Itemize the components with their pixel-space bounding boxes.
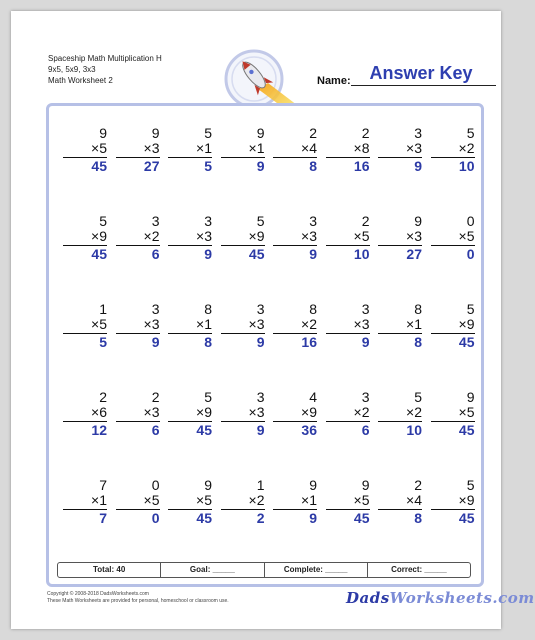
problem-multiplier: ×5 — [143, 492, 160, 508]
problem-answer: 6 — [151, 422, 160, 438]
problem-multiplier: ×8 — [353, 140, 370, 156]
problem-multiplier: ×2 — [143, 228, 160, 244]
problem-multiplier: ×9 — [458, 316, 475, 332]
problem-multiplier: ×2 — [248, 492, 265, 508]
problem-multiplier: ×5 — [458, 228, 475, 244]
problem — [168, 126, 212, 174]
problem-answer: 36 — [301, 422, 317, 438]
problem — [168, 478, 212, 526]
problem-multiplier: ×9 — [248, 228, 265, 244]
problem-multiplicand: 3 — [361, 389, 370, 405]
problem-multiplicand: 2 — [151, 389, 160, 405]
problem-multiplicand: 9 — [151, 125, 160, 141]
copyright-notice — [47, 591, 229, 605]
problem — [431, 214, 475, 262]
problem-multiplicand: 5 — [466, 477, 475, 493]
problem-multiplicand: 3 — [151, 213, 160, 229]
problem — [63, 390, 107, 438]
problem-answer: 8 — [414, 334, 422, 350]
problem — [326, 478, 370, 526]
problem-multiplicand: 5 — [466, 301, 475, 317]
problem-multiplier: ×5 — [196, 492, 212, 508]
score-bar — [57, 562, 471, 578]
problem-multiplicand: 9 — [204, 477, 212, 493]
total-count: Total: 40 — [92, 565, 126, 574]
problem-multiplicand: 3 — [309, 213, 317, 229]
problem-answer: 9 — [361, 334, 370, 350]
problem — [273, 214, 317, 262]
problem-answer: 45 — [91, 246, 107, 262]
problem-answer: 7 — [99, 510, 107, 526]
problem-multiplier: ×9 — [91, 228, 107, 244]
problems-grid — [49, 106, 481, 584]
problem — [168, 390, 212, 438]
problem-multiplier: ×5 — [91, 140, 107, 156]
problem-multiplicand: 9 — [99, 125, 107, 141]
problem-answer: 12 — [91, 422, 107, 438]
title-line: Spaceship Math Multiplication H — [48, 54, 162, 63]
problem-answer: 45 — [353, 510, 370, 526]
answer-key-heading: Answer Key — [369, 63, 473, 83]
problem-multiplier: ×5 — [458, 404, 475, 420]
problem-multiplicand: 5 — [466, 125, 475, 141]
problem-answer: 6 — [151, 246, 160, 262]
problem-answer: 6 — [361, 422, 370, 438]
problem-answer: 9 — [414, 158, 422, 174]
problem-multiplier: ×5 — [353, 228, 370, 244]
worksheet-page — [11, 11, 535, 629]
problem — [116, 214, 160, 262]
problem-multiplier: ×4 — [406, 492, 422, 508]
problem — [63, 478, 107, 526]
problem — [273, 126, 317, 174]
problem — [431, 478, 475, 526]
problem-multiplier: ×3 — [406, 140, 422, 156]
problem-multiplier: ×1 — [248, 140, 265, 156]
problem-multiplier: ×1 — [196, 140, 212, 156]
problem-multiplier: ×3 — [406, 228, 422, 244]
problem-multiplier: ×1 — [91, 492, 107, 508]
problem-multiplicand: 7 — [99, 477, 107, 493]
problems-panel — [46, 103, 484, 587]
problem-multiplicand: 0 — [151, 477, 160, 493]
problem-multiplier: ×3 — [143, 404, 160, 420]
problem-answer: 9 — [256, 158, 265, 174]
problem-multiplicand: 2 — [361, 125, 370, 141]
problem-multiplicand: 2 — [309, 125, 317, 141]
problem-multiplicand: 3 — [414, 125, 422, 141]
problem — [378, 390, 422, 438]
problem-multiplier: ×9 — [458, 492, 475, 508]
problem-multiplicand: 9 — [466, 389, 475, 405]
problem — [326, 214, 370, 262]
problem — [221, 302, 265, 350]
problem-answer: 45 — [196, 510, 212, 526]
problem — [168, 214, 212, 262]
problem-multiplicand: 5 — [204, 125, 212, 141]
problem-answer: 10 — [353, 246, 370, 262]
problem-multiplicand: 2 — [414, 477, 422, 493]
problem-multiplier: ×4 — [301, 140, 317, 156]
problem-multiplier: ×3 — [248, 404, 265, 420]
dadsworksheets-logo[interactable] — [346, 589, 535, 607]
problem-answer: 9 — [256, 422, 265, 438]
copyright-line: These Math Worksheets are provided for personal, homeschool or classroom use. — [47, 598, 229, 604]
problem — [63, 302, 107, 350]
problem-multiplier: ×3 — [143, 316, 160, 332]
problem — [326, 126, 370, 174]
problem-multiplicand: 1 — [256, 477, 265, 493]
problem-multiplicand: 5 — [204, 389, 212, 405]
problem-multiplicand: 8 — [204, 301, 212, 317]
problem-multiplicand: 8 — [309, 301, 317, 317]
problem-multiplicand: 9 — [309, 477, 317, 493]
copyright-line: Copyright © 2008-2018 DadsWorksheets.com — [47, 591, 149, 597]
complete-field: Complete: _____ — [264, 563, 367, 577]
name-label: Name: — [317, 75, 351, 87]
problem-answer: 9 — [204, 246, 212, 262]
problem — [431, 302, 475, 350]
problem-multiplier: ×3 — [353, 316, 370, 332]
problem — [431, 390, 475, 438]
problem-answer: 9 — [151, 334, 160, 350]
problem — [378, 214, 422, 262]
problem — [378, 302, 422, 350]
problem-multiplicand: 3 — [151, 301, 160, 317]
problem-answer: 45 — [196, 422, 212, 438]
logo-sub-text: Worksheets.com — [389, 589, 535, 607]
problem-multiplier: ×9 — [301, 404, 317, 420]
title-line: Math Worksheet 2 — [48, 76, 113, 85]
problem-multiplier: ×2 — [353, 404, 370, 420]
problem-multiplier: ×5 — [353, 492, 370, 508]
problem — [326, 390, 370, 438]
problem — [168, 302, 212, 350]
problem-answer: 0 — [151, 510, 160, 526]
problem-multiplicand: 9 — [361, 477, 370, 493]
problem-multiplicand: 2 — [99, 389, 107, 405]
problem-multiplier: ×3 — [301, 228, 317, 244]
problem-multiplier: ×3 — [248, 316, 265, 332]
problem — [273, 302, 317, 350]
problem-multiplicand: 9 — [414, 213, 422, 229]
problem-multiplicand: 3 — [204, 213, 212, 229]
problem-multiplier: ×1 — [301, 492, 317, 508]
problem-answer: 16 — [353, 158, 370, 174]
problem — [221, 390, 265, 438]
problem-answer: 10 — [406, 422, 422, 438]
problem-multiplicand: 2 — [361, 213, 370, 229]
logo-main-text: Dads — [346, 589, 390, 607]
problem-multiplier: ×6 — [91, 404, 107, 420]
problem — [326, 302, 370, 350]
problem — [273, 478, 317, 526]
problem-answer: 45 — [458, 510, 475, 526]
problem-multiplier: ×1 — [406, 316, 422, 332]
title-line: 9x5, 5x9, 3x3 — [48, 65, 96, 74]
problem-multiplicand: 4 — [309, 389, 317, 405]
problem-answer: 5 — [99, 334, 107, 350]
problem-multiplicand: 3 — [256, 301, 265, 317]
problem-multiplicand: 1 — [99, 301, 107, 317]
problem — [431, 126, 475, 174]
problem — [116, 126, 160, 174]
problem — [221, 126, 265, 174]
problem-answer: 27 — [143, 158, 160, 174]
problem — [221, 214, 265, 262]
problem-multiplier: ×3 — [196, 228, 212, 244]
worksheet-title-block — [48, 53, 162, 86]
name-underline — [351, 85, 496, 86]
problem-multiplicand: 5 — [256, 213, 265, 229]
problem-multiplicand: 5 — [414, 389, 422, 405]
goal-field: Goal: _____ — [160, 563, 263, 577]
correct-field: Correct: _____ — [367, 563, 470, 577]
problem-multiplier: ×3 — [143, 140, 160, 156]
problem-answer: 10 — [458, 158, 475, 174]
problem-answer: 45 — [458, 334, 475, 350]
problem-answer: 0 — [466, 246, 475, 262]
problem-answer: 9 — [256, 334, 265, 350]
problem-answer: 16 — [301, 334, 317, 350]
problem-answer: 45 — [91, 158, 107, 174]
problem-multiplier: ×2 — [458, 140, 475, 156]
problem-multiplier: ×9 — [196, 404, 212, 420]
problem — [378, 478, 422, 526]
problem-multiplier: ×5 — [91, 316, 107, 332]
problem — [116, 478, 160, 526]
problem — [63, 126, 107, 174]
problem-multiplicand: 9 — [256, 125, 265, 141]
problem-answer: 8 — [414, 510, 422, 526]
problem-multiplier: ×2 — [406, 404, 422, 420]
problem-answer: 45 — [248, 246, 265, 262]
problem-answer: 5 — [204, 158, 212, 174]
problem — [116, 390, 160, 438]
problem-multiplicand: 3 — [256, 389, 265, 405]
problem — [63, 214, 107, 262]
problem — [116, 302, 160, 350]
problem-multiplicand: 0 — [466, 213, 475, 229]
problem — [273, 390, 317, 438]
problem-answer: 9 — [309, 510, 317, 526]
problem-answer: 9 — [309, 246, 317, 262]
problem-answer: 27 — [406, 246, 422, 262]
problem — [378, 126, 422, 174]
problem-multiplicand: 8 — [414, 301, 422, 317]
problem-answer: 8 — [309, 158, 317, 174]
problem-answer: 45 — [458, 422, 475, 438]
problem-multiplicand: 3 — [361, 301, 370, 317]
problem-multiplicand: 5 — [99, 213, 107, 229]
problem-answer: 2 — [256, 510, 265, 526]
problem-multiplier: ×2 — [301, 316, 317, 332]
problem-answer: 8 — [204, 334, 212, 350]
problem — [221, 478, 265, 526]
problem-multiplier: ×1 — [196, 316, 212, 332]
